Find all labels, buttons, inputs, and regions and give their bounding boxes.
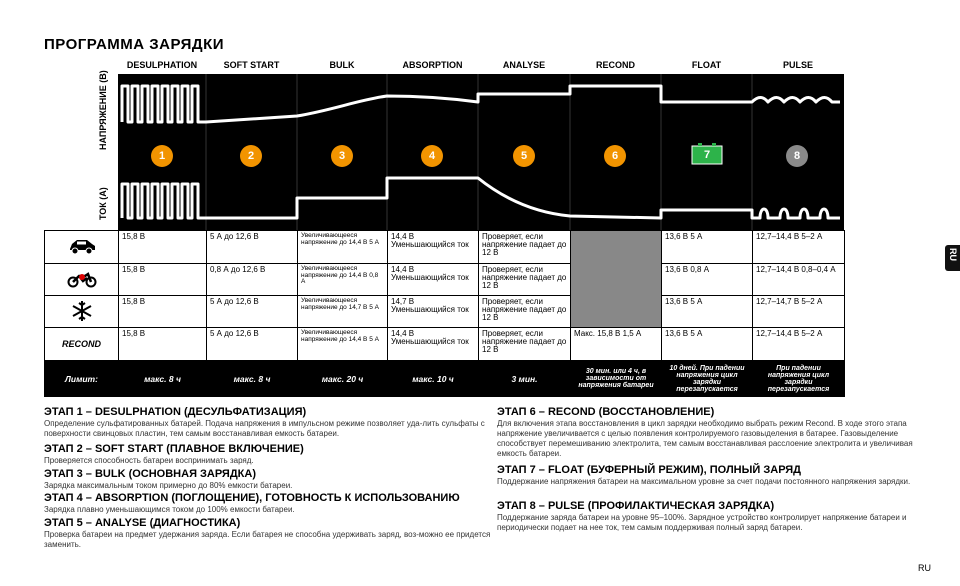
table-cell: 12,7–14,4 В 5–2 А [753, 328, 845, 361]
table-cell: 15,8 В [119, 296, 207, 328]
stage-heading: ЭТАП 7 – FLOAT (БУФЕРНЫЙ РЕЖИМ), ПОЛНЫЙ ЗАРЯД [497, 464, 801, 476]
table-cell: 0,8 А до 12,6 В [207, 264, 298, 296]
stage-description: Поддержание заряда батареи на уровне 95–100%. Зарядное устройство контролирует напряжение батареи и периодически подает на нее ток, тем самым поддерживая полный заряд батареи. [497, 513, 907, 532]
stage-description: Определение сульфатированных батарей. Подача напряжения в импульсном режиме позволяет уда-лить сульфаты с поверхности свинцовых пластин, тем самым восстанавливая емкость батареи. [44, 419, 485, 438]
table-row [45, 264, 845, 296]
table-cell: 13,6 В 5 А [662, 231, 753, 264]
limit-cell: макс. 20 ч [298, 361, 388, 397]
table-cell: Проверяет, если напряжение падает до 12 В [479, 296, 571, 328]
table-cell: 13,6 В 5 А [662, 296, 753, 328]
phase-header: RECOND [595, 60, 635, 70]
stage-5-section [44, 517, 494, 550]
stage-4-section [44, 492, 494, 515]
stage-heading: ЭТАП 5 – ANALYSE (ДИАГНОСТИКА) [44, 517, 241, 529]
step-number: 4 [428, 150, 436, 162]
stage-description: Проверяется способность батареи воспринимать заряд. [44, 456, 254, 465]
charging-table [44, 230, 845, 397]
stage-heading: ЭТАП 3 – BULK (ОСНОВНАЯ ЗАРЯДКА) [44, 468, 256, 480]
table-cell: Проверяет, если напряжение падает до 12 В [479, 264, 571, 296]
step-number: 3 [338, 150, 346, 162]
stage-8-section [497, 500, 937, 533]
language-tab: RU [945, 245, 960, 271]
table-cell: 14,7 В Уменьшающийся ток [388, 296, 479, 328]
table-cell: Проверяет, если напряжение падает до 12 В [479, 231, 571, 264]
recond-gray-cell [571, 231, 662, 328]
phase-header: BULK [329, 60, 355, 70]
table-cell: 12,7–14,4 В 0,8–0,4 А [753, 264, 845, 296]
limit-label: Лимит: [45, 361, 119, 397]
table-cell: Проверяет, если напряжение падает до 12 В [479, 328, 571, 361]
stage-heading: ЭТАП 8 – PULSE (ПРОФИЛАКТИЧЕСКАЯ ЗАРЯДКА) [497, 500, 775, 512]
stage-7-section [497, 464, 937, 487]
table-cell: 14,4 В Уменьшающийся ток [388, 231, 479, 264]
table-cell: 12,7–14,7 В 5–2 А [753, 296, 845, 328]
stage-description: Для включения этапа восстановления в цикл зарядки необходимо выбрать режим Recond. В ходе этого этапа напряжение увеличивается с целью появления контролируемого газовыделения в батарее. Газовыделение способствует перемешиванию электролита, тем самым восстанавливая расслоение электролита и увеличивая емкость батареи. [497, 419, 913, 458]
limit-cell: При падении напряжения цикл зарядки перезапускается [753, 361, 845, 397]
limit-cell: макс. 8 ч [119, 361, 207, 397]
stage-6-section [497, 406, 937, 459]
table-cell: Увеличивающееся напряжение до 14,4 В 5 А [298, 231, 388, 264]
table-cell: Увеличивающееся напряжение до 14,4 В 0,8 А [298, 264, 388, 296]
step-number: 7 [703, 149, 711, 161]
limit-cell: 3 мин. [479, 361, 571, 397]
table-cell: 5 А до 12,6 В [207, 231, 298, 264]
step-number: 6 [611, 150, 619, 162]
phase-header: PULSE [782, 60, 813, 70]
table-row [45, 231, 845, 264]
table-cell: 13,6 В 5 А [662, 328, 753, 361]
page-title: ПРОГРАММА ЗАРЯДКИ [44, 36, 225, 53]
table-cell: 12,7–14,4 В 5–2 А [753, 231, 845, 264]
step-number: 2 [247, 150, 255, 162]
stage-heading: ЭТАП 6 – RECOND (ВОССТАНОВЛЕНИЕ) [497, 406, 715, 418]
table-row [45, 296, 845, 328]
phase-header: ANALYSE [502, 60, 546, 70]
voltage-axis-label: НАПРЯЖЕНИЕ (В) [98, 70, 108, 150]
charging-curves [118, 74, 844, 230]
table-cell: 5 А до 12,6 В [207, 296, 298, 328]
stage-heading: ЭТАП 2 – SOFT START (ПЛАВНОЕ ВКЛЮЧЕНИЕ) [44, 443, 304, 455]
table-cell: Увеличивающееся напряжение до 14,4 В 5 А [298, 328, 388, 361]
table-cell: 14,4 В Уменьшающийся ток [388, 264, 479, 296]
table-cell: 15,8 В [119, 264, 207, 296]
table-cell: 14,4 В Уменьшающийся ток [388, 328, 479, 361]
phase-header: ABSORPTION [402, 60, 463, 70]
step-number: 5 [520, 150, 528, 162]
stage-description: Зарядка максимальным током примерно до 80% емкости батареи. [44, 481, 293, 490]
stage-heading: ЭТАП 4 – ABSORPTION (ПОГЛОЩЕНИЕ), ГОТОВНОСТЬ К ИСПОЛЬЗОВАНИЮ [44, 492, 460, 504]
table-cell: Макс. 15,8 В 1,5 А [571, 328, 662, 361]
phase-header: FLOAT [691, 60, 722, 70]
motorcycle-icon [45, 264, 119, 296]
table-cell: 15,8 В [119, 231, 207, 264]
page-footer-lang: RU [918, 563, 931, 573]
limit-cell: 10 дней. При падении напряжения цикл зарядки перезапускается [662, 361, 753, 397]
table-cell: 15,8 В [119, 328, 207, 361]
phase-header: DESULPHATION [126, 60, 198, 70]
table-cell: 13,6 В 0,8 А [662, 264, 753, 296]
voltage-curve [122, 86, 840, 122]
stage-description: Проверка батареи на предмет удержания заряда. Если батарея не способна удерживать заряд, воз-можно ее придется заменить. [44, 530, 491, 549]
stage-description: Поддержание напряжения батареи на максимальном уровне за счет подачи постоянного напряжения зарядки. [497, 477, 911, 486]
car-icon [45, 231, 119, 264]
step-number: 1 [158, 150, 166, 162]
stage-1-section [44, 406, 494, 439]
limit-cell: макс. 8 ч [207, 361, 298, 397]
stage-heading: ЭТАП 1 – DESULPHATION (ДЕСУЛЬФАТИЗАЦИЯ) [44, 406, 307, 418]
stage-description: Зарядка плавно уменьшающимся током до 100% емкости батареи. [44, 505, 295, 514]
step-number: 8 [793, 150, 801, 162]
stage-3-section [44, 468, 494, 491]
table-row [45, 328, 845, 361]
limit-row [45, 361, 845, 397]
stage-2-section [44, 443, 494, 466]
snowflake-icon [45, 296, 119, 328]
limit-cell: макс. 10 ч [388, 361, 479, 397]
table-cell: Увеличивающееся напряжение до 14,7 В 5 А [298, 296, 388, 328]
current-axis-label: ТОК (А) [98, 187, 108, 220]
table-cell: 5 А до 12,6 В [207, 328, 298, 361]
phase-header: SOFT START [223, 60, 280, 70]
charging-diagram [118, 74, 844, 230]
limit-cell: 30 мин. или 4 ч, в зависимости от напряжения батареи [571, 361, 662, 397]
current-curve [122, 178, 840, 218]
recond-label: RECOND [45, 328, 119, 361]
